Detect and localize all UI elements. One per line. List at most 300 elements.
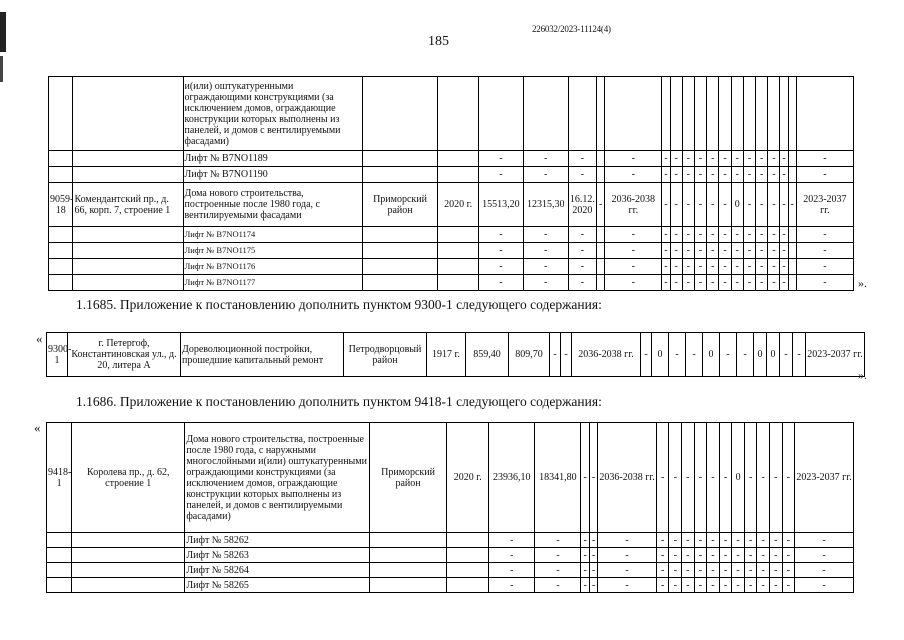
dash-cell: - [719, 275, 731, 291]
dash-cell: - [694, 533, 707, 548]
dash-cell: - [656, 578, 669, 593]
dash-cell: - [707, 578, 720, 593]
empty-cell [72, 533, 185, 548]
dash-cell: - [719, 151, 731, 167]
dash-cell: - [641, 333, 652, 377]
empty-cell [447, 563, 489, 578]
dash-cell: - [732, 578, 745, 593]
dash-cell: - [489, 563, 535, 578]
area-total-cell: 15513,20 [478, 183, 523, 227]
dash-cell: - [682, 548, 695, 563]
table-row [47, 423, 854, 533]
dash-cell: - [744, 548, 757, 563]
dash-cell: - [669, 533, 682, 548]
scan-binding-mark [0, 56, 3, 82]
dash-cell: - [670, 259, 682, 275]
dash-cell: - [743, 243, 755, 259]
dash-cell: - [756, 167, 768, 183]
lift-name: Лифт № В7NO1189 [183, 151, 362, 167]
empty-cell [362, 151, 437, 167]
paragraph-1685: 1.1685. Приложение к постановлению дополнить пунктом 9300-1 следующего содержания: [76, 297, 602, 312]
dash-cell: - [796, 259, 853, 275]
area-living-cell: 18341,80 [535, 423, 581, 533]
empty-cell [369, 548, 447, 563]
empty-cell [73, 227, 183, 243]
empty-cell [447, 548, 489, 563]
empty-cell [49, 167, 73, 183]
dash-cell: - [694, 563, 707, 578]
description-cell: и(или) оштукатуренными ограждающими конструкциями (за исключением домов, ограждающие конструкции которых выполнены из панелей, и домов с вентилируемыми фасадами) [183, 77, 362, 151]
dash-cell: - [682, 243, 694, 259]
dash-cell: - [670, 243, 682, 259]
dash-cell: - [561, 333, 572, 377]
dash-cell: - [788, 183, 796, 227]
district-cell: Приморский район [369, 423, 447, 533]
lift-name: Лифт № В7NO1190 [183, 167, 362, 183]
empty-cell [49, 275, 73, 291]
empty-cell [72, 548, 185, 563]
date-cell: 16.12. 2020 [568, 183, 597, 227]
table-9300-1 [46, 332, 865, 377]
dash-cell: - [605, 167, 662, 183]
dash-cell: - [743, 167, 755, 183]
opening-quote: « [36, 331, 43, 346]
dash-cell: - [768, 259, 780, 275]
dash-cell: - [670, 167, 682, 183]
dash-cell: - [605, 151, 662, 167]
dash-cell: - [795, 548, 854, 563]
dash-cell: - [782, 578, 795, 593]
dash-cell: - [757, 578, 770, 593]
dash-cell: - [597, 183, 605, 227]
dash-cell: - [656, 423, 669, 533]
dash-cell: - [719, 578, 732, 593]
dash-cell: - [662, 183, 670, 227]
dash-cell: - [707, 563, 720, 578]
table-row [49, 77, 854, 151]
lift-name: Лифт № В7NO1177 [183, 275, 362, 291]
dash-cell: - [707, 183, 719, 227]
dash-cell: - [780, 259, 788, 275]
empty-cell [369, 533, 447, 548]
lift-name: Лифт № В7NO1174 [183, 227, 362, 243]
dash-cell: - [662, 259, 670, 275]
dash-cell: - [720, 333, 737, 377]
dash-cell: - [694, 578, 707, 593]
dash-cell: - [694, 167, 706, 183]
dash-cell: - [796, 243, 853, 259]
address-cell: Комендантский пр., д. 66, корп. 7, строение 1 [73, 183, 183, 227]
dash-cell: - [605, 243, 662, 259]
dash-cell: - [782, 563, 795, 578]
dash-cell: - [756, 259, 768, 275]
dash-cell: - [743, 275, 755, 291]
dash-cell: - [731, 275, 743, 291]
empty-cell [438, 275, 479, 291]
table-9418-1 [46, 422, 854, 593]
dash-cell: - [793, 333, 806, 377]
dash-cell: - [581, 423, 589, 533]
empty-cell [72, 578, 185, 593]
dash-cell: - [523, 227, 568, 243]
zero-cell: 0 [652, 333, 669, 377]
dash-cell: - [682, 151, 694, 167]
dash-cell: - [768, 243, 780, 259]
table-row [47, 548, 854, 563]
empty-cell [369, 563, 447, 578]
dash-cell: - [756, 275, 768, 291]
item-number: 9418-1 [47, 423, 72, 533]
dash-cell: - [768, 151, 780, 167]
empty-cell [73, 275, 183, 291]
period-cell: 2023-2037 гг. [806, 333, 865, 377]
table-row [49, 151, 854, 167]
dash-cell: - [707, 227, 719, 243]
dash-cell: - [478, 151, 523, 167]
year-cell: 2020 г. [438, 183, 479, 227]
lift-name: Лифт № В7NO1175 [183, 243, 362, 259]
dash-cell: - [478, 275, 523, 291]
dash-cell: - [707, 167, 719, 183]
dash-cell: - [581, 548, 589, 563]
dash-cell: - [744, 563, 757, 578]
lift-name: Лифт № В7NO1176 [183, 259, 362, 275]
dash-cell: - [598, 578, 657, 593]
lift-name: Лифт № 58263 [185, 548, 369, 563]
document-number: 226032/2023-11124(4) [532, 24, 611, 34]
dash-cell: - [756, 183, 768, 227]
empty-cell [49, 243, 73, 259]
period-cell: 2036-2038 гг. [598, 423, 657, 533]
opening-quote: « [34, 420, 41, 435]
dash-cell: - [782, 423, 795, 533]
dash-cell: - [719, 533, 732, 548]
zero-cell: 0 [703, 333, 720, 377]
dash-cell: - [719, 227, 731, 243]
empty-cell [788, 243, 796, 259]
dash-cell: - [598, 533, 657, 548]
description-cell: Дореволюционной постройки, прошедшие капитальный ремонт [181, 333, 344, 377]
period-cell: 2023-2037 гг. [795, 423, 854, 533]
dash-cell: - [568, 151, 597, 167]
dash-cell: - [780, 227, 788, 243]
dash-cell: - [589, 578, 597, 593]
empty-cell [49, 151, 73, 167]
empty-cell [47, 533, 72, 548]
dash-cell: - [669, 578, 682, 593]
table-row [47, 333, 865, 377]
dash-cell: - [523, 167, 568, 183]
dash-cell: - [796, 275, 853, 291]
dash-cell: - [757, 423, 770, 533]
empty-cell [47, 563, 72, 578]
dash-cell: - [768, 275, 780, 291]
dash-cell: - [707, 259, 719, 275]
dash-cell: - [568, 167, 597, 183]
dash-cell: - [707, 151, 719, 167]
dash-cell: - [719, 259, 731, 275]
dash-cell: - [581, 563, 589, 578]
area-living-cell: 809,70 [509, 333, 550, 377]
dash-cell: - [780, 151, 788, 167]
dash-cell: - [682, 533, 695, 548]
empty-cell [47, 578, 72, 593]
dash-cell: - [694, 243, 706, 259]
dash-cell: - [669, 548, 682, 563]
dash-cell: - [743, 151, 755, 167]
dash-cell: - [796, 227, 853, 243]
dash-cell: - [780, 333, 793, 377]
dash-cell: - [682, 578, 695, 593]
table-row [49, 243, 854, 259]
table-row [49, 183, 854, 227]
dash-cell: - [682, 183, 694, 227]
dash-cell: - [719, 243, 731, 259]
dash-cell: - [478, 243, 523, 259]
dash-cell: - [795, 533, 854, 548]
dash-cell: - [744, 423, 757, 533]
dash-cell: - [694, 227, 706, 243]
dash-cell: - [682, 563, 695, 578]
dash-cell: - [656, 563, 669, 578]
dash-cell: - [694, 151, 706, 167]
dash-cell: - [662, 275, 670, 291]
district-cell: Петродворцовый район [344, 333, 427, 377]
dash-cell: - [568, 259, 597, 275]
dash-cell: - [682, 259, 694, 275]
dash-cell: - [523, 243, 568, 259]
dash-cell: - [743, 259, 755, 275]
scan-binding-mark [0, 12, 6, 52]
dash-cell: - [769, 563, 782, 578]
dash-cell: - [523, 275, 568, 291]
empty-cell [73, 167, 183, 183]
dash-cell: - [478, 167, 523, 183]
lift-name: Лифт № 58265 [185, 578, 369, 593]
empty-cell [362, 243, 437, 259]
empty-cell [438, 167, 479, 183]
description-cell: Дома нового строительства, построенные после 1980 года, с наружными многослойными и(или) оштукатуренными ограждающими конструкциями (за исключением домов, ограждающие конструкции которых выполнены из панелей, и домов с вентилируемыми фасадами) [185, 423, 369, 533]
empty-cell [447, 533, 489, 548]
dash-cell: - [795, 563, 854, 578]
dash-cell: - [707, 275, 719, 291]
empty-cell [788, 151, 796, 167]
empty-cell [362, 259, 437, 275]
empty-cell [597, 259, 605, 275]
dash-cell: - [489, 533, 535, 548]
zero-cell: 0 [754, 333, 767, 377]
table-continuation [48, 76, 854, 291]
district-cell: Приморский район [362, 183, 437, 227]
item-number: 9059-18 [49, 183, 73, 227]
dash-cell: - [662, 243, 670, 259]
zero-cell: 0 [767, 333, 780, 377]
dash-cell: - [731, 243, 743, 259]
year-cell: 1917 г. [427, 333, 466, 377]
dash-cell: - [732, 563, 745, 578]
area-total-cell: 23936,10 [489, 423, 535, 533]
dash-cell: - [686, 333, 703, 377]
dash-cell: - [782, 533, 795, 548]
empty-cell [438, 259, 479, 275]
dash-cell: - [670, 227, 682, 243]
dash-cell: - [605, 275, 662, 291]
dash-cell: - [756, 227, 768, 243]
dash-cell: - [744, 578, 757, 593]
empty-cell [369, 578, 447, 593]
zero-cell: 0 [731, 183, 743, 227]
dash-cell: - [707, 243, 719, 259]
dash-cell: - [589, 563, 597, 578]
dash-cell: - [780, 167, 788, 183]
dash-cell: - [694, 183, 706, 227]
year-cell: 2020 г. [447, 423, 489, 533]
empty-cell [788, 275, 796, 291]
dash-cell: - [489, 578, 535, 593]
dash-cell: - [694, 548, 707, 563]
empty-cell [597, 275, 605, 291]
dash-cell: - [568, 227, 597, 243]
dash-cell: - [669, 423, 682, 533]
empty-cell [362, 275, 437, 291]
empty-cell [597, 167, 605, 183]
address-cell: г. Петергоф, Константиновская ул., д. 20, литера А [68, 333, 181, 377]
page-number: 185 [428, 34, 449, 49]
empty-cell [438, 151, 479, 167]
dash-cell: - [737, 333, 754, 377]
dash-cell: - [662, 227, 670, 243]
dash-cell: - [707, 548, 720, 563]
empty-cell [788, 227, 796, 243]
closing-quote: ». [858, 276, 867, 290]
dash-cell: - [731, 167, 743, 183]
closing-quote: ». [858, 368, 867, 382]
empty-cell [73, 151, 183, 167]
dash-cell: - [605, 227, 662, 243]
dash-cell: - [682, 167, 694, 183]
dash-cell: - [756, 243, 768, 259]
dash-cell: - [707, 423, 720, 533]
dash-cell: - [669, 563, 682, 578]
dash-cell: - [743, 183, 755, 227]
table-row [47, 563, 854, 578]
dash-cell: - [589, 548, 597, 563]
dash-cell: - [682, 227, 694, 243]
dash-cell: - [731, 259, 743, 275]
dash-cell: - [478, 227, 523, 243]
dash-cell: - [719, 183, 731, 227]
empty-cell [438, 227, 479, 243]
area-total-cell: 859,40 [466, 333, 509, 377]
lift-name: Лифт № 58264 [185, 563, 369, 578]
dash-cell: - [756, 151, 768, 167]
empty-cell [49, 227, 73, 243]
table-row [47, 533, 854, 548]
dash-cell: - [478, 259, 523, 275]
dash-cell: - [550, 333, 561, 377]
dash-cell: - [670, 275, 682, 291]
dash-cell: - [656, 548, 669, 563]
dash-cell: - [694, 259, 706, 275]
empty-cell [597, 151, 605, 167]
dash-cell: - [489, 548, 535, 563]
dash-cell: - [768, 183, 780, 227]
empty-cell [72, 563, 185, 578]
dash-cell: - [523, 259, 568, 275]
empty-cell [49, 259, 73, 275]
dash-cell: - [780, 243, 788, 259]
table-row [49, 259, 854, 275]
dash-cell: - [769, 423, 782, 533]
dash-cell: - [589, 533, 597, 548]
dash-cell: - [780, 183, 788, 227]
empty-cell [362, 227, 437, 243]
area-living-cell: 12315,30 [523, 183, 568, 227]
dash-cell: - [581, 578, 589, 593]
dash-cell: - [757, 563, 770, 578]
table-row [49, 167, 854, 183]
dash-cell: - [656, 533, 669, 548]
dash-cell: - [568, 275, 597, 291]
dash-cell: - [535, 548, 581, 563]
dash-cell: - [581, 533, 589, 548]
period-cell: 2036-2038 гг. [605, 183, 662, 227]
dash-cell: - [598, 548, 657, 563]
empty-cell [788, 167, 796, 183]
dash-cell: - [605, 259, 662, 275]
dash-cell: - [769, 548, 782, 563]
dash-cell: - [795, 578, 854, 593]
empty-cell [438, 243, 479, 259]
dash-cell: - [719, 423, 732, 533]
period-cell: 2023-2037 гг. [796, 183, 853, 227]
dash-cell: - [731, 227, 743, 243]
dash-cell: - [694, 275, 706, 291]
dash-cell: - [719, 548, 732, 563]
item-number: 9300-1 [47, 333, 68, 377]
dash-cell: - [796, 151, 853, 167]
dash-cell: - [780, 275, 788, 291]
lift-name: Лифт № 58262 [185, 533, 369, 548]
dash-cell: - [719, 563, 732, 578]
empty-cell [73, 259, 183, 275]
dash-cell: - [743, 227, 755, 243]
dash-cell: - [769, 533, 782, 548]
dash-cell: - [732, 533, 745, 548]
dash-cell: - [768, 227, 780, 243]
dash-cell: - [757, 548, 770, 563]
empty-cell [47, 548, 72, 563]
empty-cell [362, 167, 437, 183]
dash-cell: - [757, 533, 770, 548]
dash-cell: - [523, 151, 568, 167]
empty-cell [788, 259, 796, 275]
table-row [49, 227, 854, 243]
empty-cell [597, 243, 605, 259]
dash-cell: - [768, 167, 780, 183]
dash-cell: - [670, 151, 682, 167]
dash-cell: - [707, 533, 720, 548]
period-cell: 2036-2038 гг. [572, 333, 641, 377]
dash-cell: - [732, 548, 745, 563]
dash-cell: - [796, 167, 853, 183]
address-cell: Королева пр., д. 62, строение 1 [72, 423, 185, 533]
empty-cell [73, 243, 183, 259]
dash-cell: - [598, 563, 657, 578]
dash-cell: - [589, 423, 597, 533]
zero-cell: 0 [732, 423, 745, 533]
paragraph-1686: 1.1686. Приложение к постановлению дополнить пунктом 9418-1 следующего содержания: [76, 394, 602, 409]
